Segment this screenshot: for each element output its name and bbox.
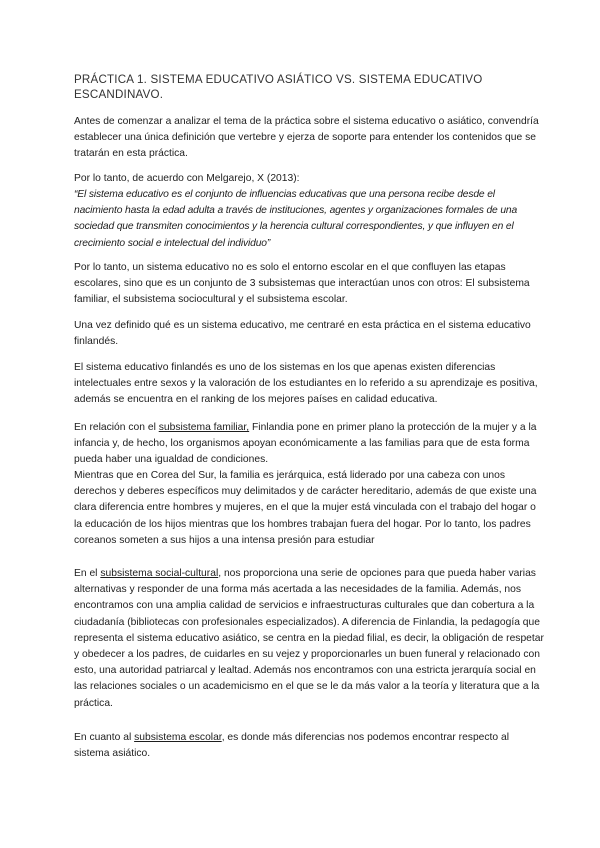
family-lead: En relación con el	[74, 422, 159, 433]
social-lead: En el	[74, 568, 101, 579]
school-paragraph	[74, 730, 544, 762]
intro-paragraph: Antes de comenzar a analizar el tema de la práctica sobre el sistema educativo o asiático, convendría establecer una única definición que vertebre y ejerza de soporte para entender los contenidos que se tratarán en esta práctica.	[74, 116, 539, 160]
family-subsystem-term: subsistema familiar,	[158, 422, 250, 433]
definition-lead: Por lo tanto, de acuerdo con Melgarejo, X (2013):	[74, 173, 300, 184]
definition-quote: “El sistema educativo es el conjunto de influencias educativas que una persona recibe desde el nacimiento hasta la edad adulta a través de instituciones, agentes y organizaciones formales de una sociedad que transmiten conocimientos y la herencia cultural correspondientes, y que influyen en el crecimiento social e intelectual del individuo”	[74, 189, 518, 249]
social-text: , nos proporciona una serie de opciones para que pueda haber varias alternativas y responder de una forma más acertada a las necesidades de la familia. Además, nos encontramos con una amplia calidad de servicios e infraestructuras culturales que dan cobertura a la ciudadanía (bibliotecas con profesionales especializados). A diferencia de Finlandia, la pedagogía que representa el sistema educativo asiático, se centra en la piedad filial, es decir, la obligación de respetar y obedecer a los padres, de cuidarles en su vejez y proporcionarles un buen funeral y relacionado con esto, una autoridad patriarcal y lealtad. Además nos encontramos con una estricta jerarquía social en las relaciones sociales o un academicismo en el que se le da más valor a la teoría y literatura que a la práctica.	[74, 568, 544, 709]
finnish-paragraph: El sistema educativo finlandés es uno de los sistemas en los que apenas existen diferencias intelectuales entre sexos y la valoración de los estudiantes en lo referido a su aprendizaje es positiva, además se encuentra en el ranking de los mejores países en calidad educativa.	[74, 362, 538, 406]
social-subsystem-term: subsistema social-cultural	[100, 568, 219, 579]
school-lead: En cuanto al	[74, 732, 135, 743]
family-paragraph	[74, 420, 544, 469]
social-paragraph	[74, 566, 544, 712]
family-text: Finlandia pone en primer plano la protección de la mujer y a la infancia y, de hecho, los organismos apoyan económicamente a las familias para que de esta forma pueda haber una igualdad de condiciones.	[74, 422, 537, 466]
document-title: PRÁCTICA 1. SISTEMA EDUCATIVO ASIÁTICO VS. SISTEMA EDUCATIVO ESCANDINAVO.	[74, 73, 483, 101]
school-subsystem-term: subsistema escolar	[134, 732, 222, 743]
school-text: , es donde más diferencias nos podemos encontrar respecto al sistema asiático.	[74, 732, 510, 760]
subsystems-paragraph: Por lo tanto, un sistema educativo no es solo el entorno escolar en el que confluyen las etapas escolares, sino que es un conjunto de 3 subsistemas que interactúan unos con otros: El subsistema familiar, el subsistema sociocultural y el subsistema escolar.	[74, 262, 530, 306]
focus-paragraph: Una vez definido qué es un sistema educativo, me centraré en esta práctica en el sistema educativo finlandés.	[74, 320, 531, 348]
korea-paragraph: Mientras que en Corea del Sur, la familia es jerárquica, está liderado por una cabeza con unos derechos y deberes específicos muy delimitados y de carácter hereditario, además de que existe una clara diferencia entre hombres y mujeres, en el que la mujer está vinculada con el trabajo del hogar o la educación de los hijos mientras que los hombres trabajan fuera del hogar. Por lo tanto, los padres coreanos someten a sus hijos a una intensa presión para estudiar	[74, 470, 537, 546]
